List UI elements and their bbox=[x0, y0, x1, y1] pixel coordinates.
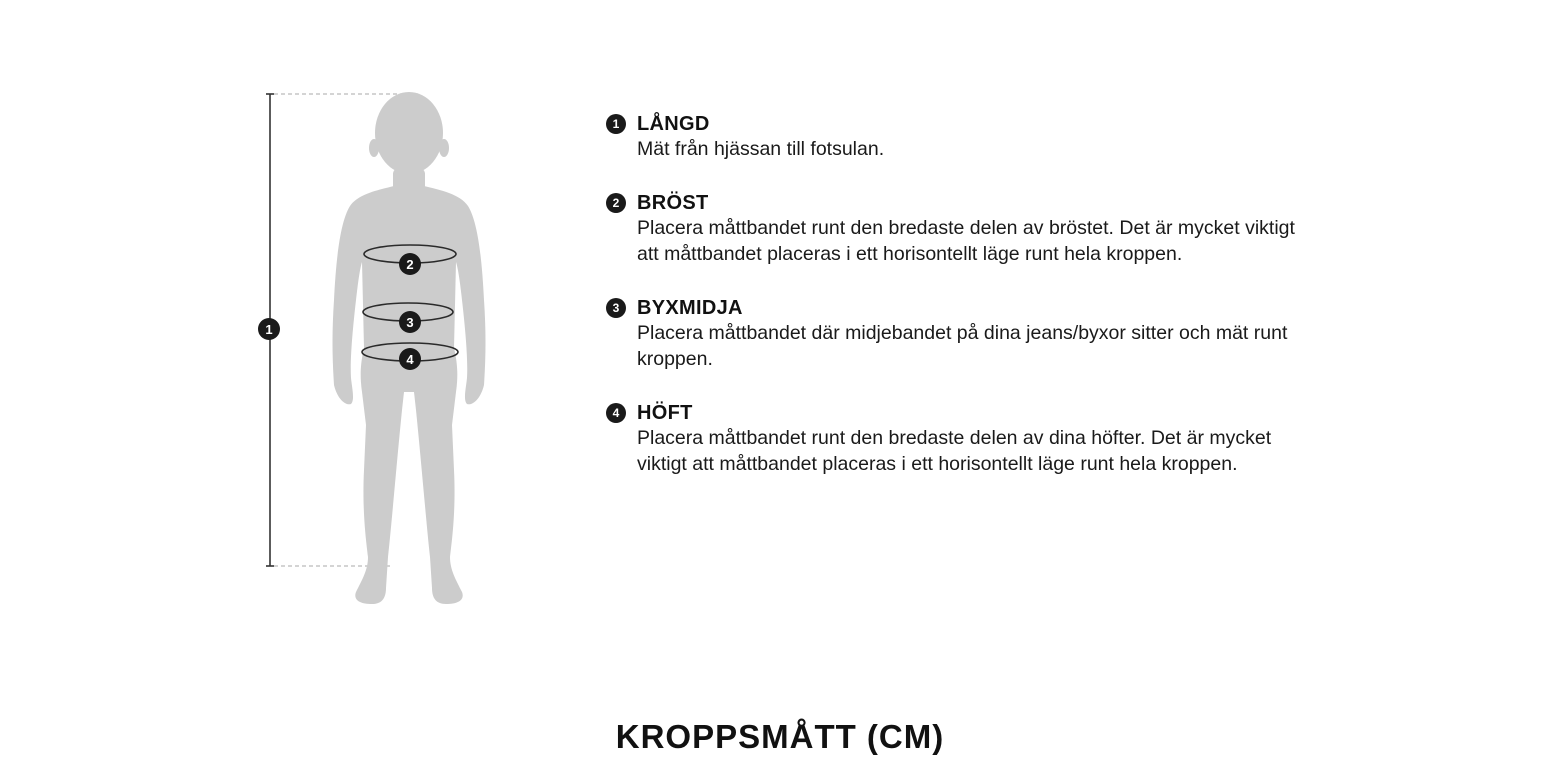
hip-marker bbox=[399, 348, 421, 370]
item-title: LÅNGD bbox=[637, 113, 710, 135]
body-measurement-figure bbox=[0, 0, 600, 640]
item-header bbox=[606, 296, 1326, 320]
item-description: Placera måttbandet runt den bredaste delen av bröstet. Det är mycket viktigt att måttbandet placeras i ett horisontellt läge runt hela kroppen. bbox=[637, 216, 1295, 265]
child-silhouette bbox=[333, 92, 486, 604]
page-title: KROPPSMÅTT (CM) bbox=[615, 718, 945, 755]
waist-marker-label: 3 bbox=[406, 315, 414, 330]
item-title: BYXMIDJA bbox=[637, 296, 743, 319]
measurement-item-chest bbox=[606, 191, 1326, 268]
height-marker-label: 1 bbox=[265, 322, 273, 337]
measurement-item-hip bbox=[606, 401, 1326, 478]
item-header bbox=[606, 191, 1326, 215]
item-description: Mät från hjässan till fotsulan. bbox=[637, 138, 885, 160]
number-badge: 2 bbox=[606, 193, 626, 213]
item-description: Placera måttbandet runt den bredaste delen av dina höfter. Det är mycket viktigt att måttbandet placeras i ett horisontellt läge runt hela kroppen. bbox=[637, 426, 1272, 475]
height-marker bbox=[258, 318, 280, 340]
item-title: HÖFT bbox=[637, 401, 693, 424]
measurement-item-length bbox=[606, 112, 1326, 163]
hip-marker-label: 4 bbox=[406, 352, 414, 367]
chest-marker bbox=[399, 253, 421, 275]
measurement-instructions bbox=[606, 112, 1326, 506]
item-description: Placera måttbandet där midjebandet på dina jeans/byxor sitter och mät runt kroppen. bbox=[637, 321, 1288, 370]
measurement-item-waist bbox=[606, 296, 1326, 373]
item-header bbox=[606, 112, 1326, 136]
number-badge: 4 bbox=[606, 403, 626, 423]
chest-marker-label: 2 bbox=[406, 257, 414, 272]
waist-marker bbox=[399, 311, 421, 333]
item-title: BRÖST bbox=[637, 191, 709, 214]
number-badge: 1 bbox=[606, 114, 626, 134]
number-badge: 3 bbox=[606, 298, 626, 318]
item-header bbox=[606, 401, 1326, 425]
